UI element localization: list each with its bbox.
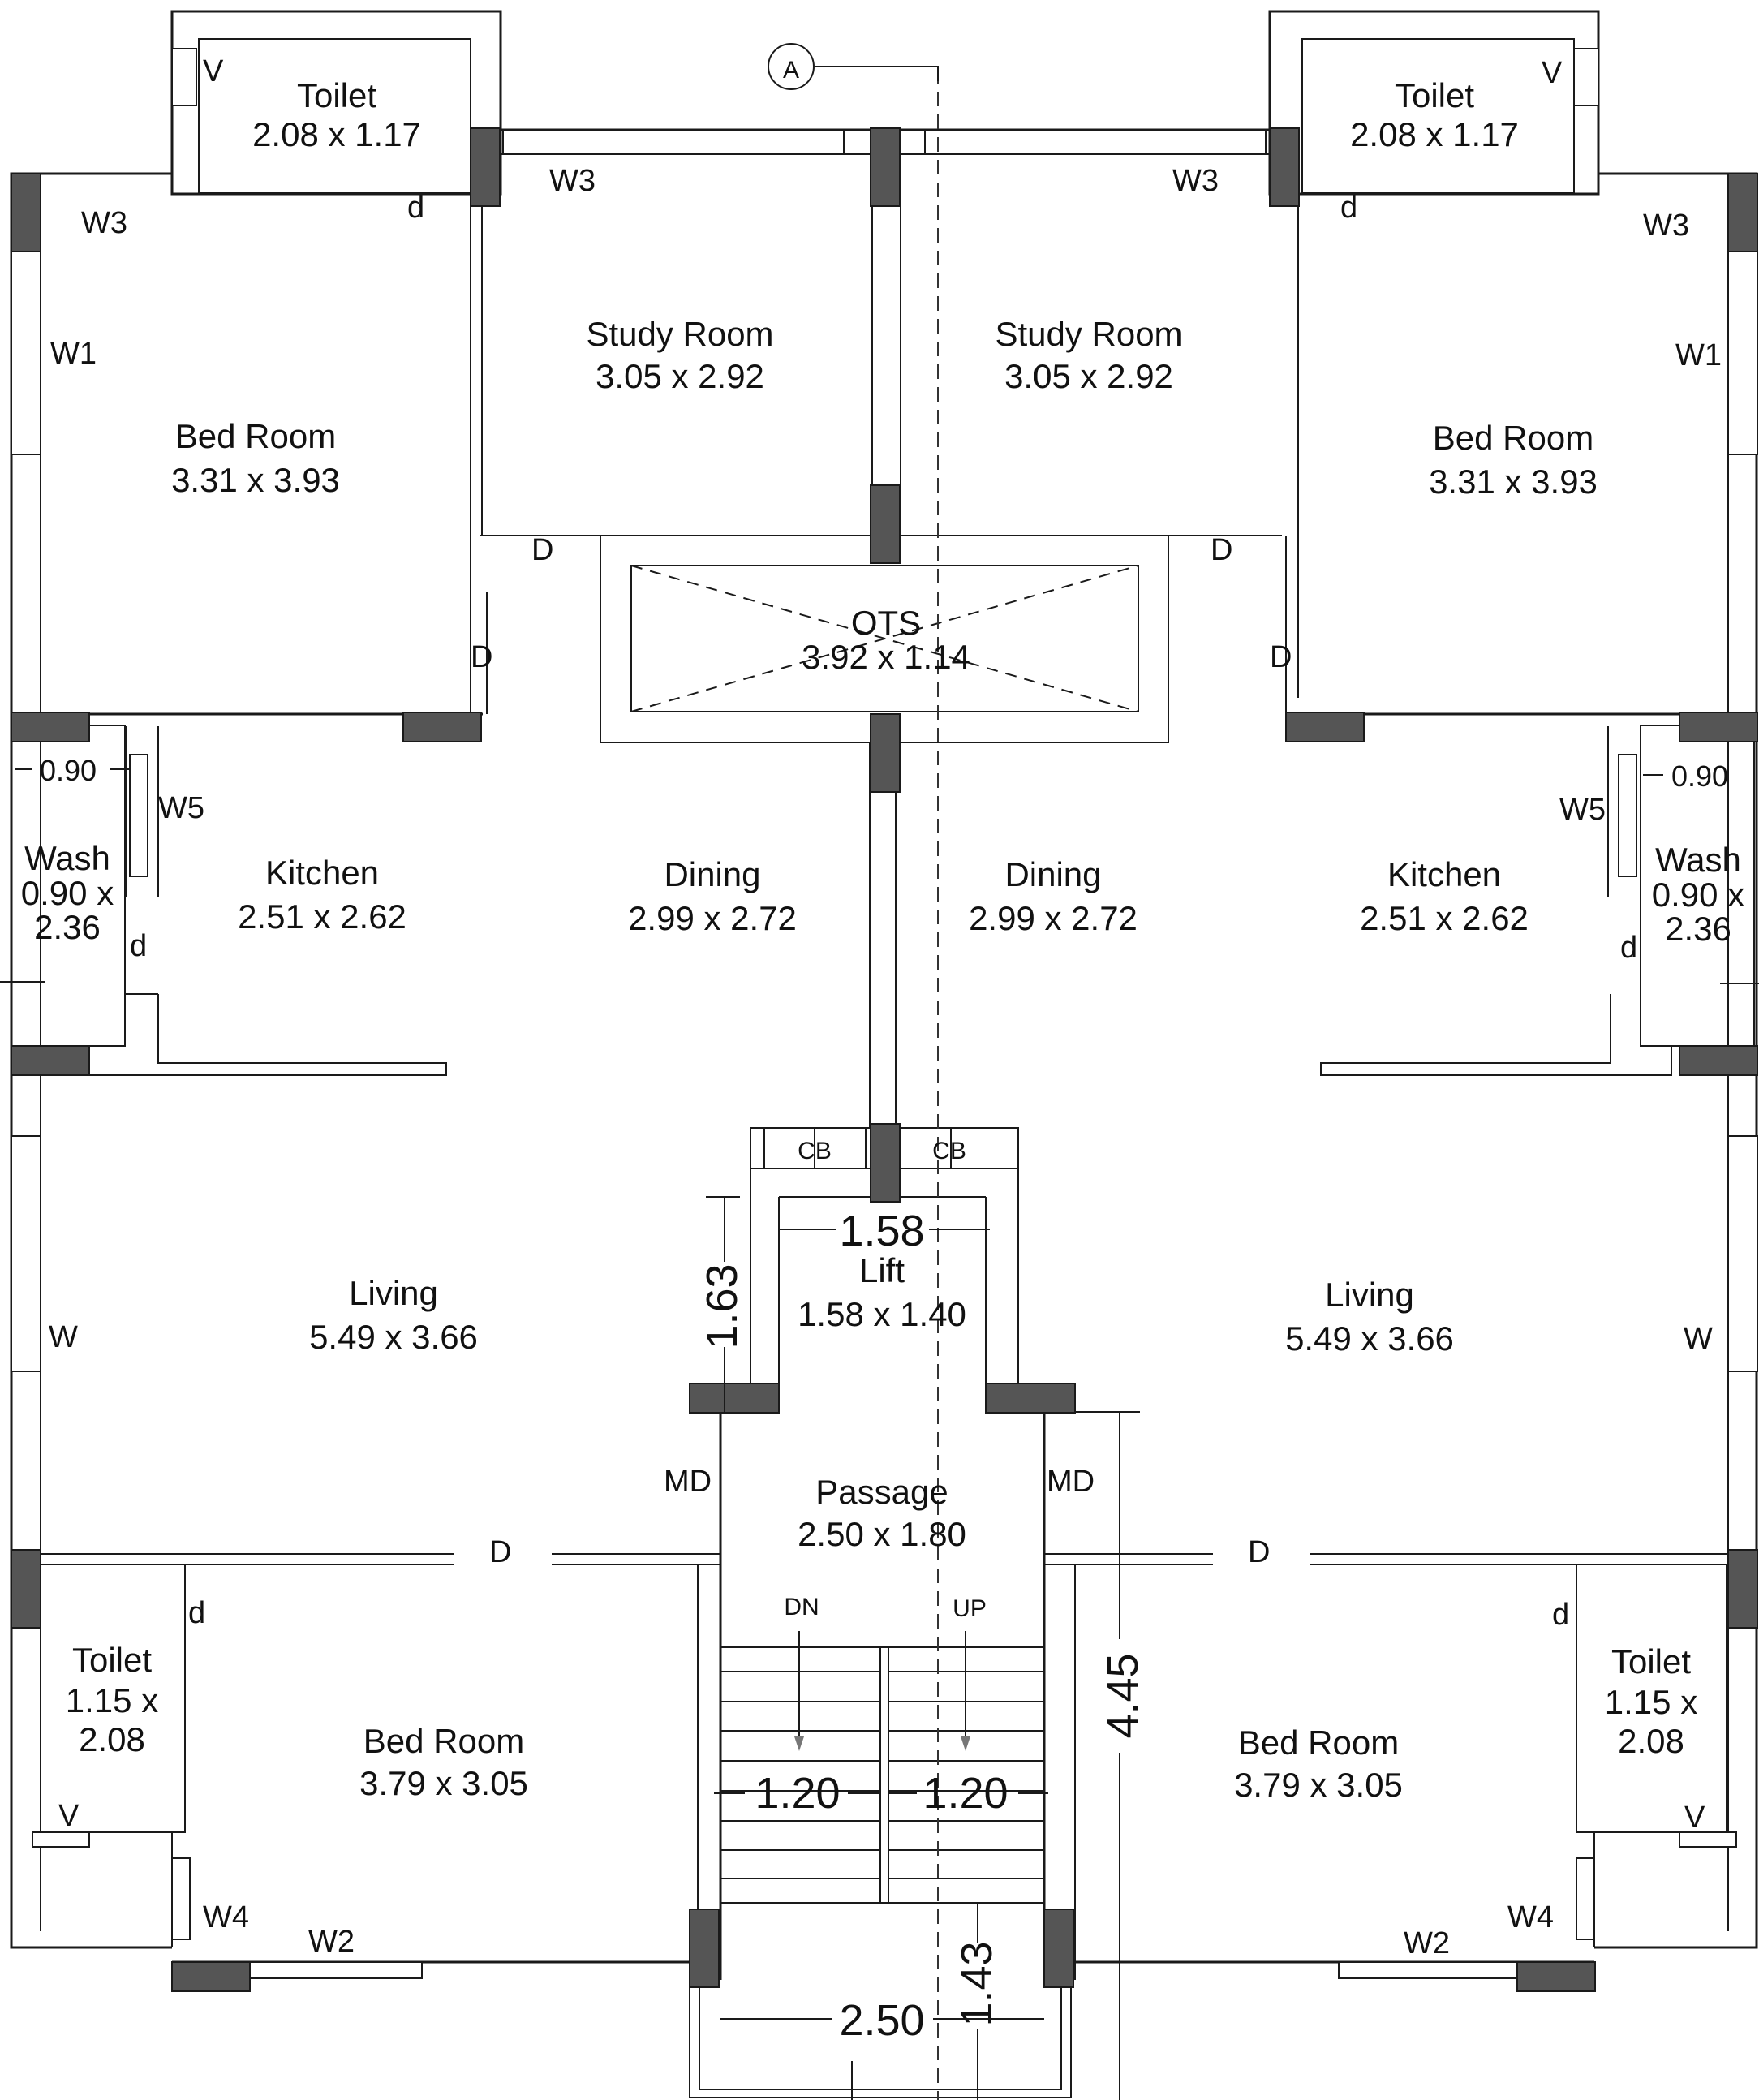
kitchen-l-size: 2.51 x 2.62 bbox=[238, 897, 406, 936]
lift-name: Lift bbox=[858, 1251, 905, 1289]
living-r-size: 5.49 x 3.66 bbox=[1285, 1319, 1454, 1358]
grid-ref-label: A bbox=[782, 57, 800, 84]
tag-cb-r: CB bbox=[932, 1138, 966, 1164]
tag-w4-r: W4 bbox=[1507, 1900, 1554, 1934]
dining-l-name: Dining bbox=[664, 855, 761, 893]
wash-l-line1: 0.90 x bbox=[20, 874, 114, 912]
passage-size: 2.50 x 1.80 bbox=[798, 1515, 966, 1553]
bed-tl-size: 3.31 x 3.93 bbox=[171, 461, 340, 499]
bed-bl-name: Bed Room bbox=[363, 1722, 525, 1760]
toilet-tl-name: Toilet bbox=[296, 76, 377, 114]
tag-w2-l: W2 bbox=[308, 1925, 355, 1959]
wash-r-line2: 2.36 bbox=[1665, 910, 1731, 948]
tag-w3-tl: W3 bbox=[81, 206, 127, 240]
study-l-size: 3.05 x 2.92 bbox=[596, 357, 764, 395]
wash-l-name: Wash bbox=[24, 839, 110, 877]
ots-name: OTS bbox=[850, 604, 922, 642]
bed-br-name: Bed Room bbox=[1237, 1723, 1400, 1762]
dim-wash-l: 0.90 bbox=[39, 754, 97, 787]
tag-w5-r: W5 bbox=[1559, 793, 1606, 827]
bed-tr-size: 3.31 x 3.93 bbox=[1429, 463, 1598, 501]
ots-size: 3.92 x 1.14 bbox=[802, 638, 970, 676]
dim-landing-width: 2.50 bbox=[839, 1996, 925, 2045]
wash-l-line2: 2.36 bbox=[34, 908, 101, 946]
stair-treads bbox=[720, 1631, 1044, 1878]
dining-r-name: Dining bbox=[1004, 855, 1102, 893]
tag-d-bl: d bbox=[188, 1596, 206, 1630]
tag-D-study-r: D bbox=[1211, 533, 1233, 567]
bed-br-size: 3.79 x 3.05 bbox=[1234, 1766, 1403, 1804]
tag-w1-l: W1 bbox=[50, 337, 97, 371]
tag-d-wash-r: d bbox=[1620, 931, 1638, 965]
toilet-bl-name: Toilet bbox=[71, 1641, 153, 1679]
walls bbox=[11, 11, 1757, 2098]
tag-D-bed-bl: D bbox=[489, 1535, 512, 1569]
tag-md-r: MD bbox=[1047, 1465, 1095, 1499]
tag-v-tl: V bbox=[203, 54, 224, 88]
tag-w1-r: W1 bbox=[1675, 338, 1722, 372]
dim-stair-l: 1.20 bbox=[755, 1769, 841, 1818]
bed-tl-name: Bed Room bbox=[174, 417, 337, 455]
tag-d-wash-l: d bbox=[130, 929, 148, 963]
kitchen-r-name: Kitchen bbox=[1387, 855, 1502, 893]
study-l-name: Study Room bbox=[586, 315, 774, 353]
tag-D-bed-br: D bbox=[1248, 1535, 1271, 1569]
toilet-tr-size: 2.08 x 1.17 bbox=[1350, 115, 1519, 153]
toilet-br-name: Toilet bbox=[1611, 1642, 1692, 1680]
tag-w3-tc2: W3 bbox=[1172, 164, 1219, 198]
toilet-br-line1: 1.15 x bbox=[1604, 1683, 1698, 1721]
tag-v-br: V bbox=[1684, 1801, 1705, 1835]
study-r-size: 3.05 x 2.92 bbox=[1004, 357, 1173, 395]
dim-landing-depth: 1.43 bbox=[953, 1941, 1001, 2027]
dim-stair-total: 4.45 bbox=[1099, 1653, 1147, 1739]
wash-r-line1: 0.90 x bbox=[1651, 876, 1745, 914]
lift-size: 1.58 x 1.40 bbox=[798, 1295, 966, 1333]
toilet-bl-line2: 2.08 bbox=[79, 1720, 145, 1758]
passage-name: Passage bbox=[815, 1473, 948, 1511]
tag-w-r: W bbox=[1684, 1322, 1713, 1356]
dim-stair-r: 1.20 bbox=[923, 1769, 1009, 1818]
dim-wash-r: 0.90 bbox=[1671, 760, 1729, 793]
room-labels bbox=[21, 76, 1744, 1804]
dim-lift-depth: 1.63 bbox=[698, 1263, 746, 1349]
tag-cb-l: CB bbox=[798, 1138, 832, 1164]
study-r-name: Study Room bbox=[995, 315, 1183, 353]
living-l-name: Living bbox=[349, 1274, 438, 1312]
tag-v-bl: V bbox=[58, 1799, 80, 1833]
living-r-name: Living bbox=[1325, 1276, 1414, 1314]
toilet-br-line2: 2.08 bbox=[1618, 1722, 1684, 1760]
tag-up: UP bbox=[953, 1595, 987, 1622]
kitchen-l-name: Kitchen bbox=[264, 854, 380, 892]
dim-lift-width: 1.58 bbox=[839, 1207, 925, 1255]
living-l-size: 5.49 x 3.66 bbox=[309, 1318, 478, 1356]
toilet-tr-name: Toilet bbox=[1394, 76, 1475, 114]
opening-tags bbox=[49, 54, 1722, 1960]
tag-w-l: W bbox=[49, 1320, 78, 1354]
tag-D-study-l: D bbox=[531, 533, 554, 567]
bed-tr-name: Bed Room bbox=[1432, 419, 1594, 457]
toilet-bl-line1: 1.15 x bbox=[65, 1681, 159, 1719]
tag-w3-tr: W3 bbox=[1643, 209, 1689, 243]
windows bbox=[11, 49, 1757, 1978]
bed-bl-size: 3.79 x 3.05 bbox=[359, 1764, 528, 1802]
wash-r-name: Wash bbox=[1655, 841, 1741, 879]
tag-md-l: MD bbox=[664, 1465, 712, 1499]
kitchen-r-size: 2.51 x 2.62 bbox=[1360, 899, 1529, 937]
tag-dn: DN bbox=[784, 1594, 819, 1620]
dining-l-size: 2.99 x 2.72 bbox=[628, 899, 797, 937]
tag-D-bed-tl: D bbox=[471, 640, 493, 674]
tag-v-tr: V bbox=[1542, 56, 1563, 90]
columns bbox=[11, 128, 1757, 1991]
tag-D-bed-tr: D bbox=[1270, 640, 1292, 674]
tag-w2-r: W2 bbox=[1404, 1926, 1450, 1960]
tag-d-tl: d bbox=[407, 191, 425, 225]
tag-w5-l: W5 bbox=[158, 791, 204, 825]
dining-r-size: 2.99 x 2.72 bbox=[969, 899, 1138, 937]
tag-d-tr: d bbox=[1340, 191, 1358, 225]
toilet-tl-size: 2.08 x 1.17 bbox=[252, 115, 421, 153]
tag-w4-l: W4 bbox=[203, 1900, 249, 1934]
tag-w3-tc: W3 bbox=[549, 164, 596, 198]
tag-d-br: d bbox=[1552, 1598, 1570, 1632]
